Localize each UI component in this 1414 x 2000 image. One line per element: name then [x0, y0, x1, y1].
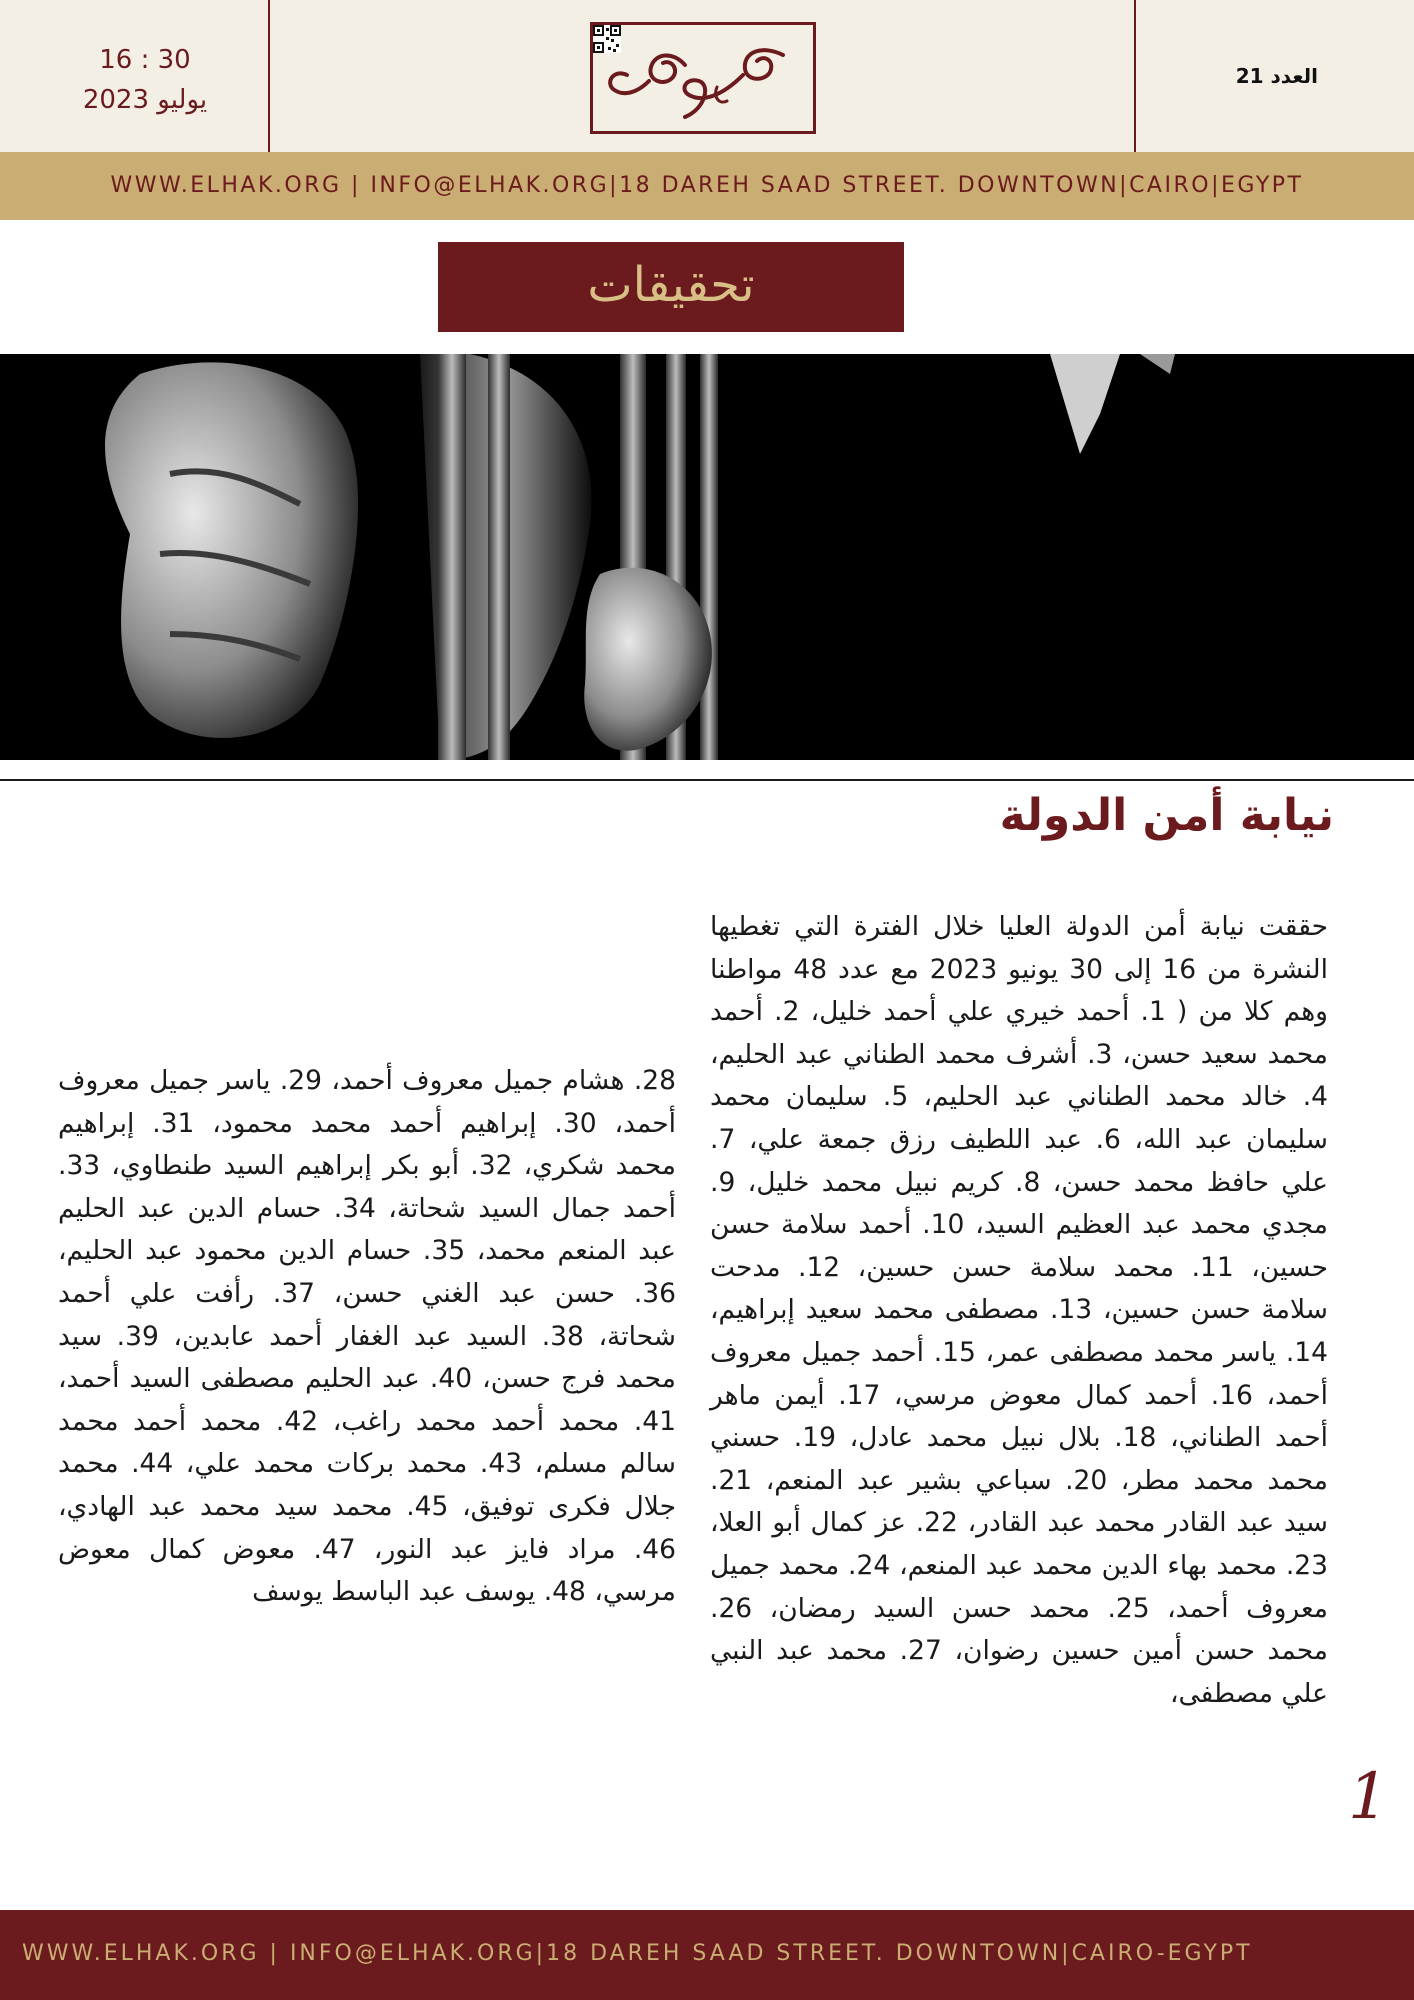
logo-calligraphy	[593, 25, 813, 131]
publication-month: يوليو 2023	[82, 85, 208, 115]
issue-number: العدد 21	[1235, 64, 1318, 88]
masthead	[0, 0, 1414, 152]
prison-bars-photo	[0, 354, 1414, 760]
footer	[0, 1910, 1414, 2000]
header-divider	[268, 0, 270, 152]
section-label: تحقيقات	[587, 257, 755, 313]
section-heading	[438, 242, 904, 332]
page-number: 1	[1348, 1760, 1389, 1834]
publication-date	[60, 40, 230, 120]
header-divider	[1134, 0, 1136, 152]
article-column-right: حققت نيابة أمن الدولة العليا خلال الفترة التي تغطيها النشرة من 16 إلى 30 يونيو 2023 مع عدد 48 مواطنا وهم كلا من ( 1. أحمد خيري علي أحمد خليل، 2. أحمد محمد سعيد حسن، 3. أشرف محمد الطناني عبد الحليم، 4. خالد محمد الطناني عبد الحليم، 5. سليمان محمد سليمان عبد الله، 6. عبد اللطيف رزق جمعة علي، 7. علي حافظ محمد حسن، 8. كريم نبيل محمد خليل، 9. مجدي محمد عبد العظيم السيد، 10. أحمد سلامة حسن حسين، 11. محمد سلامة حسن حسين، 12. مدحت سلامة حسن حسين، 13. مصطفى محمد سعيد إبراهيم، 14. ياسر محمد مصطفى عمر، 15. أحمد جميل معروف أحمد، 16. أحمد كمال معوض مرسي، 17. أيمن ماهر أحمد الطناني، 18. بلال نبيل محمد عادل، 19. حسني محمد محمد مطر، 20. سباعي بشير عبد المنعم، 21. سيد عبد القادر محمد عبد القادر، 22. عز كمال أبو العلا، 23. محمد بهاء الدين محمد عبد المنعم، 24. محمد جميل معروف أحمد، 25. محمد حسن السيد رمضان، 26. محمد حسن أمين حسين رضوان، 27. محمد عبد النبي علي مصطفى،	[710, 911, 1329, 1709]
contact-band	[0, 152, 1414, 220]
article-title: نيابة أمن الدولة	[999, 790, 1334, 841]
brand-logo	[590, 22, 816, 134]
qr-code-icon	[593, 25, 621, 53]
publication-time: 16 : 30	[99, 45, 191, 75]
footer-contact: WWW.ELHAK.ORG | INFO@ELHAK.ORG|18 DAREH SAAD STREET. DOWNTOWN|CAIRO-EGYPT	[22, 1941, 1253, 1966]
contact-info: WWW.ELHAK.ORG | INFO@ELHAK.ORG|18 DAREH SAAD STREET. DOWNTOWN|CAIRO|EGYPT	[110, 173, 1304, 198]
hero-image	[0, 354, 1414, 760]
article-column-left: 28. هشام جميل معروف أحمد، 29. ياسر جميل معروف أحمد، 30. إبراهيم أحمد محمد محمود، 31. إبراهيم محمد شكري، 32. أبو بكر إبراهيم السيد طنطاوي، 33. أحمد جمال السيد شحاتة، 34. حسام الدين عبد الحليم عبد المنعم محمد، 35. حسام الدين محمود عبد الحليم، 36. حسن عبد الغني حسن، 37. رأفت علي أحمد شحاتة، 38. السيد عبد الغفار أحمد عابدين، 39. سيد محمد فرج حسن، 40. عبد الحليم مصطفى السيد أحمد، 41. محمد أحمد محمد راغب، 42. محمد أحمد محمد سالم مسلم، 43. محمد بركات محمد علي، 44. محمد جلال فكرى توفيق، 45. محمد سيد محمد عبد الهادي، 46. مراد فايز عبد النور، 47. معوض كمال معوض مرسي، 48. يوسف عبد الباسط يوسف	[58, 1065, 677, 1608]
divider-line	[0, 779, 1414, 781]
